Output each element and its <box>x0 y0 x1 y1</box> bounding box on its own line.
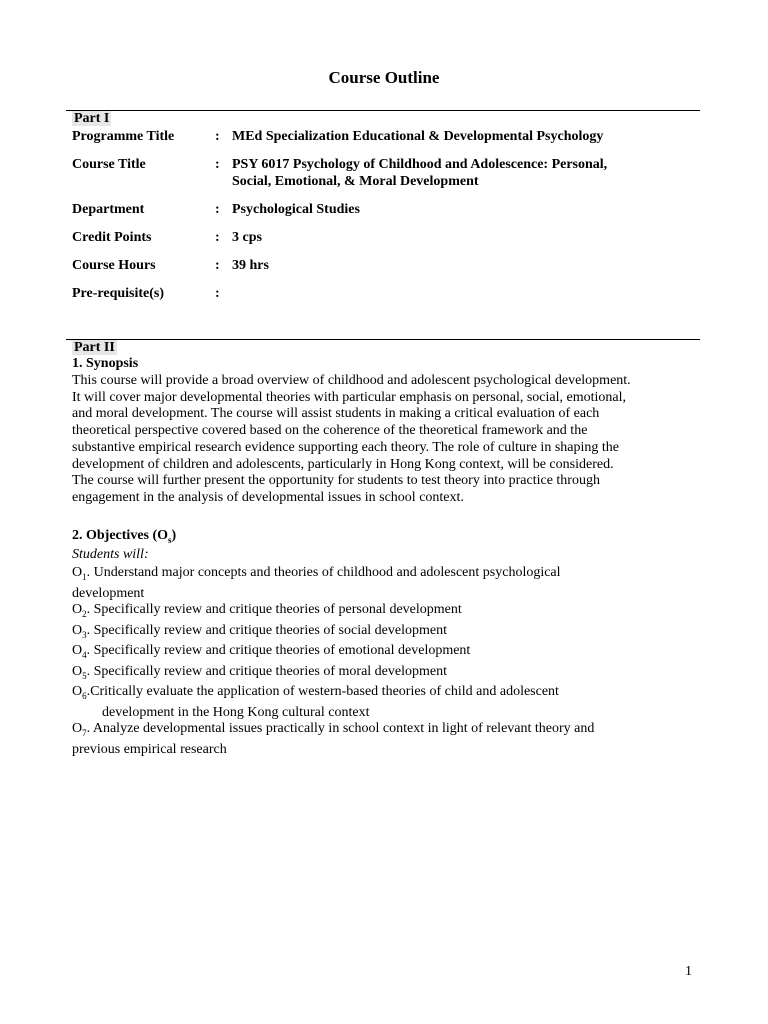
info-colon: : <box>215 202 220 217</box>
info-label: Programme Title <box>72 129 175 144</box>
synopsis-line: engagement in the analysis of developmental issues in school context. <box>72 489 464 505</box>
objective-item: $O_4$. Specifically review and critique theories of emotional development <box>72 643 471 660</box>
synopsis-line: It will cover major developmental theories with particular emphasis on personal, social, emotional, <box>72 389 627 405</box>
info-label: Course Hours <box>72 258 156 273</box>
objective-item-continuation: previous empirical research <box>72 741 227 757</box>
info-colon: : <box>215 129 220 144</box>
objective-subscript: 7 <box>82 728 87 739</box>
objective-item: $O_3$. Specifically review and critique theories of social development <box>72 622 447 640</box>
objective-text: . Analyze developmental issues practically in school context in light of relevant theory and <box>86 721 595 737</box>
info-value <box>232 156 702 190</box>
info-label: Course Title <box>72 157 146 172</box>
synopsis-line: theoretical perspective covered based on the coherence of the theoretical framework and the <box>72 423 588 439</box>
objective-subscript: 1 <box>82 571 87 582</box>
objective-item-continuation: development in the Hong Kong cultural context <box>102 704 370 720</box>
synopsis-line: The course will further present the opportunity for students to test theory into practice through <box>72 473 600 489</box>
objective-text: . Specifically review and critique theories of personal development <box>86 602 462 618</box>
students-will-label: Students will: <box>72 547 149 562</box>
objective-subscript: 2 <box>82 609 87 619</box>
synopsis-line: development of children and adolescents, particularly in Hong Kong context, will be considered. <box>72 456 614 472</box>
synopsis-heading: 1. Synopsis <box>72 356 139 371</box>
objective-subscript: 6 <box>82 691 87 701</box>
part2-label: Part II <box>74 340 115 355</box>
part1-label: Part I <box>74 111 110 126</box>
objective-text: . Specifically review and critique theories of social development <box>86 622 447 638</box>
objective-subscript: 5 <box>82 670 87 681</box>
objective-item: $O_5$. Specifically review and critique theories of moral development <box>72 663 447 681</box>
objectives-list <box>72 565 702 759</box>
synopsis-line: substantive empirical research evidence supporting each theory. The role of culture in shaping the <box>72 439 619 455</box>
page-number: 1 <box>685 964 692 979</box>
info-row-course-title <box>72 156 702 192</box>
objective-item: $O_1$. Understand major concepts and theories of childhood and adolescent psychological <box>72 565 561 582</box>
objective-item-continuation: development <box>72 585 145 601</box>
objectives-heading-prefix: 2. Objectives (O <box>72 528 169 543</box>
info-colon: : <box>215 230 220 245</box>
info-colon: : <box>215 157 220 172</box>
info-label: Department <box>72 202 145 217</box>
synopsis-paragraph <box>72 373 702 507</box>
info-label: Pre-requisite(s) <box>72 286 165 301</box>
objective-subscript: 4 <box>82 650 87 660</box>
objective-item: $O_6.Critically$ evaluate the application of western-based theories of child and adolescent <box>72 684 559 701</box>
objective-text: . Understand major concepts and theories of childhood and adolescent psychological <box>86 565 561 580</box>
objective-text: .Critically evaluate the application of western-based theories of child and adolescent <box>86 684 559 700</box>
info-value: MEd Specialization Educational & Developmental Psychology <box>232 129 604 144</box>
part1-rule <box>66 110 700 111</box>
objectives-heading-suffix: ) <box>171 528 177 543</box>
objective-text: . Specifically review and critique theories of moral development <box>86 663 447 679</box>
info-label: Credit Points <box>72 230 152 245</box>
objective-item: $O_2$. Specifically review and critique theories of personal development <box>72 602 462 619</box>
objectives-heading-sub: s <box>168 534 172 545</box>
objective-subscript: 3 <box>82 629 87 640</box>
page-title: Course Outline <box>328 68 440 87</box>
info-value: Psychological Studies <box>232 202 360 217</box>
part2-rule <box>66 339 700 340</box>
info-value-line: PSY 6017 Psychology of Childhood and Adolescence: Personal, <box>232 157 608 172</box>
objective-item: $O_7$. Analyze developmental issues practically in school context in light of relevant theory and <box>72 721 595 739</box>
synopsis-line: and moral development. The course will assist students in making a critical evaluation of each <box>72 406 600 422</box>
info-value-line: Social, Emotional, & Moral Development <box>232 174 479 189</box>
info-colon: : <box>215 286 220 301</box>
info-colon: : <box>215 258 220 273</box>
synopsis-line: This course will provide a broad overview of childhood and adolescent psychological development. <box>72 373 631 388</box>
objectives-heading <box>72 528 176 548</box>
info-value: 3 cps <box>232 230 262 245</box>
objective-text: . Specifically review and critique theories of emotional development <box>86 643 471 659</box>
info-value: 39 hrs <box>232 258 269 273</box>
